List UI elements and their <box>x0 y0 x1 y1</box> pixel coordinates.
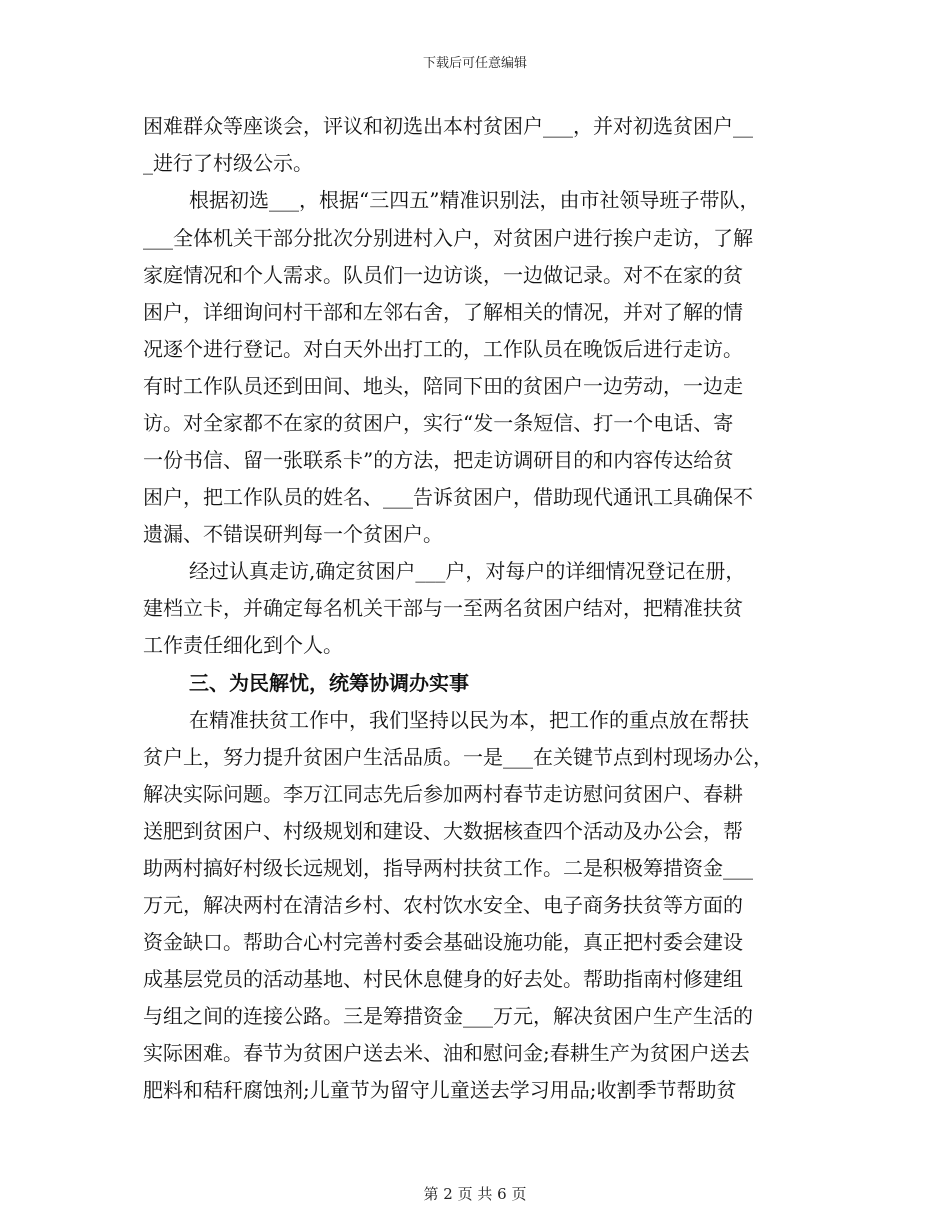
text-line: 困户，详细询问村干部和左邻右舍，了解相关的情况，并对了解的情 <box>143 300 743 324</box>
text-line: 困户，把工作队员的姓名、___告诉贫困户，借助现代通讯工具确保不 <box>143 485 753 509</box>
text-line: 工作责任细化到个人。 <box>143 633 343 657</box>
text-line: 访。对全家都不在家的贫困户，实行“发一条短信、打一个电话、寄 <box>143 411 734 435</box>
page-number: 第 2 页 共 6 页 <box>423 1185 527 1203</box>
paragraph-first-line: 经过认真走访,确定贫困户___户，对每户的详细情况登记在册， <box>189 559 746 583</box>
text-line: 实际困难。春节为贫困户送去米、油和慰问金;春耕生产为贫困户送去 <box>143 1041 750 1065</box>
text-line: 万元，解决两村在清洁乡村、农村饮水安全、电子商务扶贫等方面的 <box>143 893 743 917</box>
text-line: 一份书信、留一张联系卡”的方法，把走访调研目的和内容传达给贫 <box>143 448 734 472</box>
text-line: 成基层党员的活动基地、村民休息健身的好去处。帮助指南村修建组 <box>143 967 743 991</box>
text-line: _进行了村级公示。 <box>143 151 313 175</box>
paragraph-first-line: 根据初选___，根据“三四五”精准识别法，由市社领导班子带队， <box>189 188 760 212</box>
text-line: ___全体机关干部分批次分别进村入户，对贫困户进行挨户走访，了解 <box>143 226 753 250</box>
text-line: 肥料和秸秆腐蚀剂;儿童节为留守儿童送去学习用品;收割季节帮助贫 <box>143 1078 737 1102</box>
text-line: 贫户上，努力提升贫困户生活品质。一是___在关键节点到村现场办公， <box>143 745 773 769</box>
text-line: 况逐个进行登记。对白天外出打工的，工作队员在晚饭后进行走访。 <box>143 337 743 361</box>
section-heading: 三、为民解忧，统筹协调办实事 <box>189 671 469 695</box>
text-line: 遗漏、不错误研判每一个贫困户。 <box>143 522 443 546</box>
header-note: 下载后可任意编辑 <box>422 56 527 71</box>
text-line: 与组之间的连接公路。三是筹措资金___万元，解决贫困户生产生活的 <box>143 1004 753 1028</box>
text-line: 助两村搞好村级长远规划，指导两村扶贫工作。二是积极筹措资金___ <box>143 856 753 880</box>
text-line: 资金缺口。帮助合心村完善村委会基础设施功能，真正把村委会建设 <box>143 930 743 954</box>
text-line: 困难群众等座谈会，评议和初选出本村贫困户___，并对初选贫困户__ <box>143 114 753 138</box>
text-line: 送肥到贫困户、村级规划和建设、大数据核查四个活动及办公会，帮 <box>143 819 743 843</box>
text-line: 解决实际问题。李万江同志先后参加两村春节走访慰问贫困户、春耕 <box>143 782 743 806</box>
text-line: 建档立卡，并确定每名机关干部与一至两名贫困户结对，把精准扶贫 <box>143 596 743 620</box>
text-line: 有时工作队员还到田间、地头，陪同下田的贫困户一边劳动，一边走 <box>143 374 743 398</box>
paragraph-first-line: 在精准扶贫工作中，我们坚持以民为本，把工作的重点放在帮扶 <box>189 708 749 732</box>
text-line: 家庭情况和个人需求。队员们一边访谈，一边做记录。对不在家的贫 <box>143 263 743 287</box>
